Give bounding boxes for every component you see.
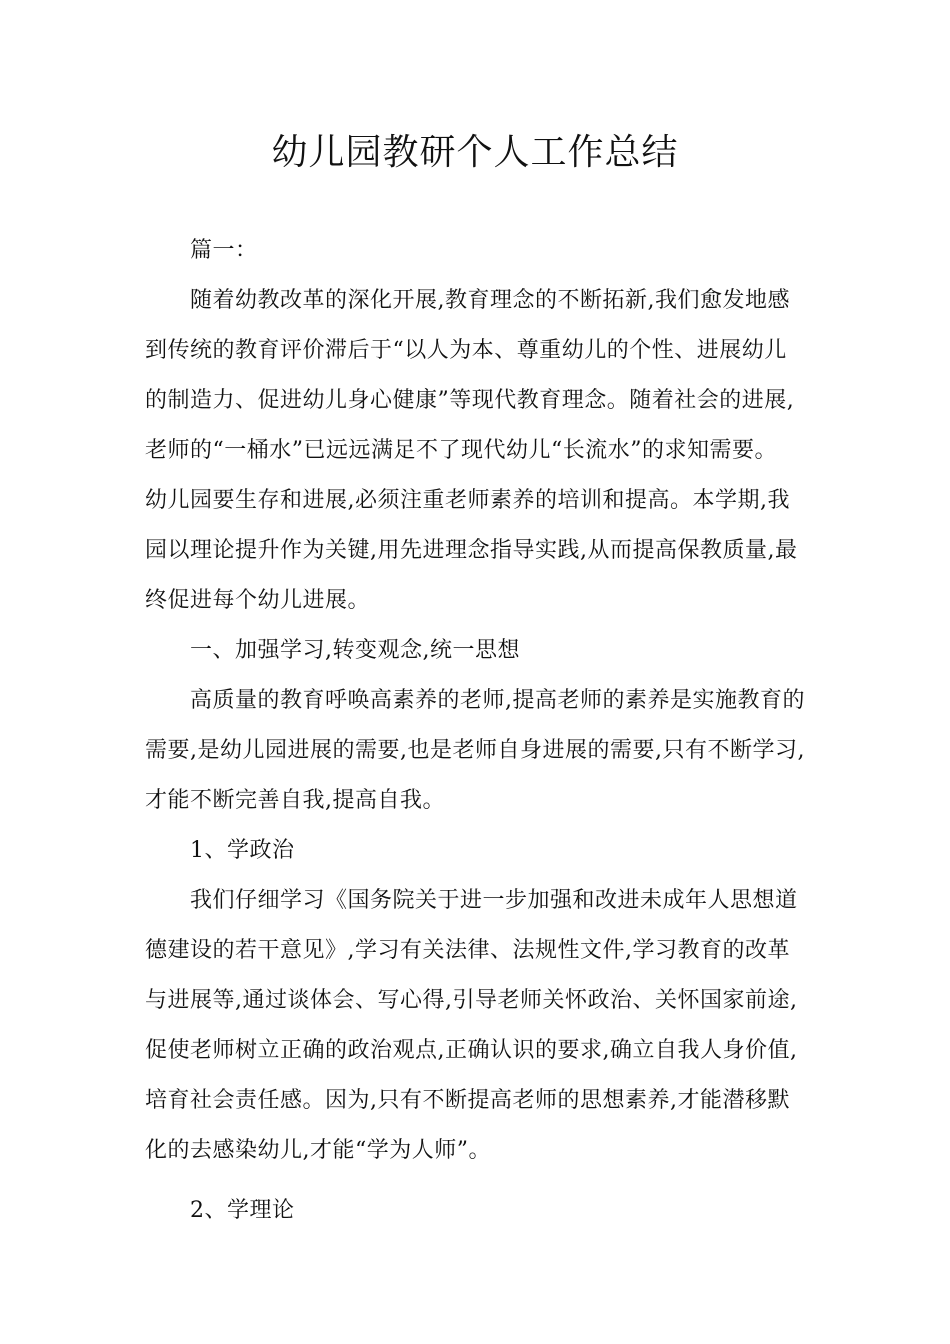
paragraph-spacer <box>145 1176 825 1186</box>
subsection-heading-theory: 2、学理论 <box>190 1198 295 1223</box>
document-title: 幼儿园教研个人工作总结 <box>271 132 679 173</box>
paragraph-line: 的制造力、促进幼儿身心健康”等现代教育理念。随着社会的进展, <box>145 388 795 413</box>
document-body <box>145 226 825 1236</box>
section-heading-part-one: 篇一： <box>190 238 258 263</box>
paragraph-line: 促使老师树立正确的政治观点,正确认识的要求,确立自我人身价值, <box>145 1038 798 1063</box>
paragraph-line: 才能不断完善自我,提高自我。 <box>145 788 445 813</box>
subsection-heading-politics: 1、学政治 <box>190 838 295 863</box>
paragraph-line: 培育社会责任感。因为,只有不断提高老师的思想素养,才能潜移默 <box>145 1088 790 1113</box>
paragraph-line: 与进展等,通过谈体会、写心得,引导老师关怀政治、关怀国家前途, <box>145 988 798 1013</box>
paragraph-line: 到传统的教育评价滞后于“以人为本、尊重幼儿的个性、进展幼儿 <box>145 338 787 363</box>
paragraph-line: 随着幼教改革的深化开展,教育理念的不断拓新,我们愈发地感 <box>190 288 790 313</box>
paragraph-line: 幼儿园要生存和进展,必须注重老师素养的培训和提高。本学期,我 <box>145 488 790 513</box>
paragraph-line: 高质量的教育呼唤高素养的老师,提高老师的素养是实施教育的 <box>190 688 805 713</box>
section-heading-1: 一、加强学习,转变观念,统一思想 <box>190 638 520 663</box>
paragraph-line: 我们仔细学习《国务院关于进一步加强和改进未成年人思想道 <box>190 888 798 913</box>
paragraph-line: 老师的“一桶水”已远远满足不了现代幼儿“长流水”的求知需要。 <box>145 438 777 463</box>
paragraph-line: 需要,是幼儿园进展的需要,也是老师自身进展的需要,只有不断学习, <box>145 738 805 763</box>
paragraph-line: 园以理论提升作为关键,用先进理念指导实践,从而提高保教质量,最 <box>145 538 798 563</box>
paragraph-line: 化的去感染幼儿,才能“学为人师”。 <box>145 1138 491 1163</box>
paragraph-line: 终促进每个幼儿进展。 <box>145 588 371 613</box>
paragraph-line: 德建设的若干意见》,学习有关法律、法规性文件,学习教育的改革 <box>145 938 790 963</box>
